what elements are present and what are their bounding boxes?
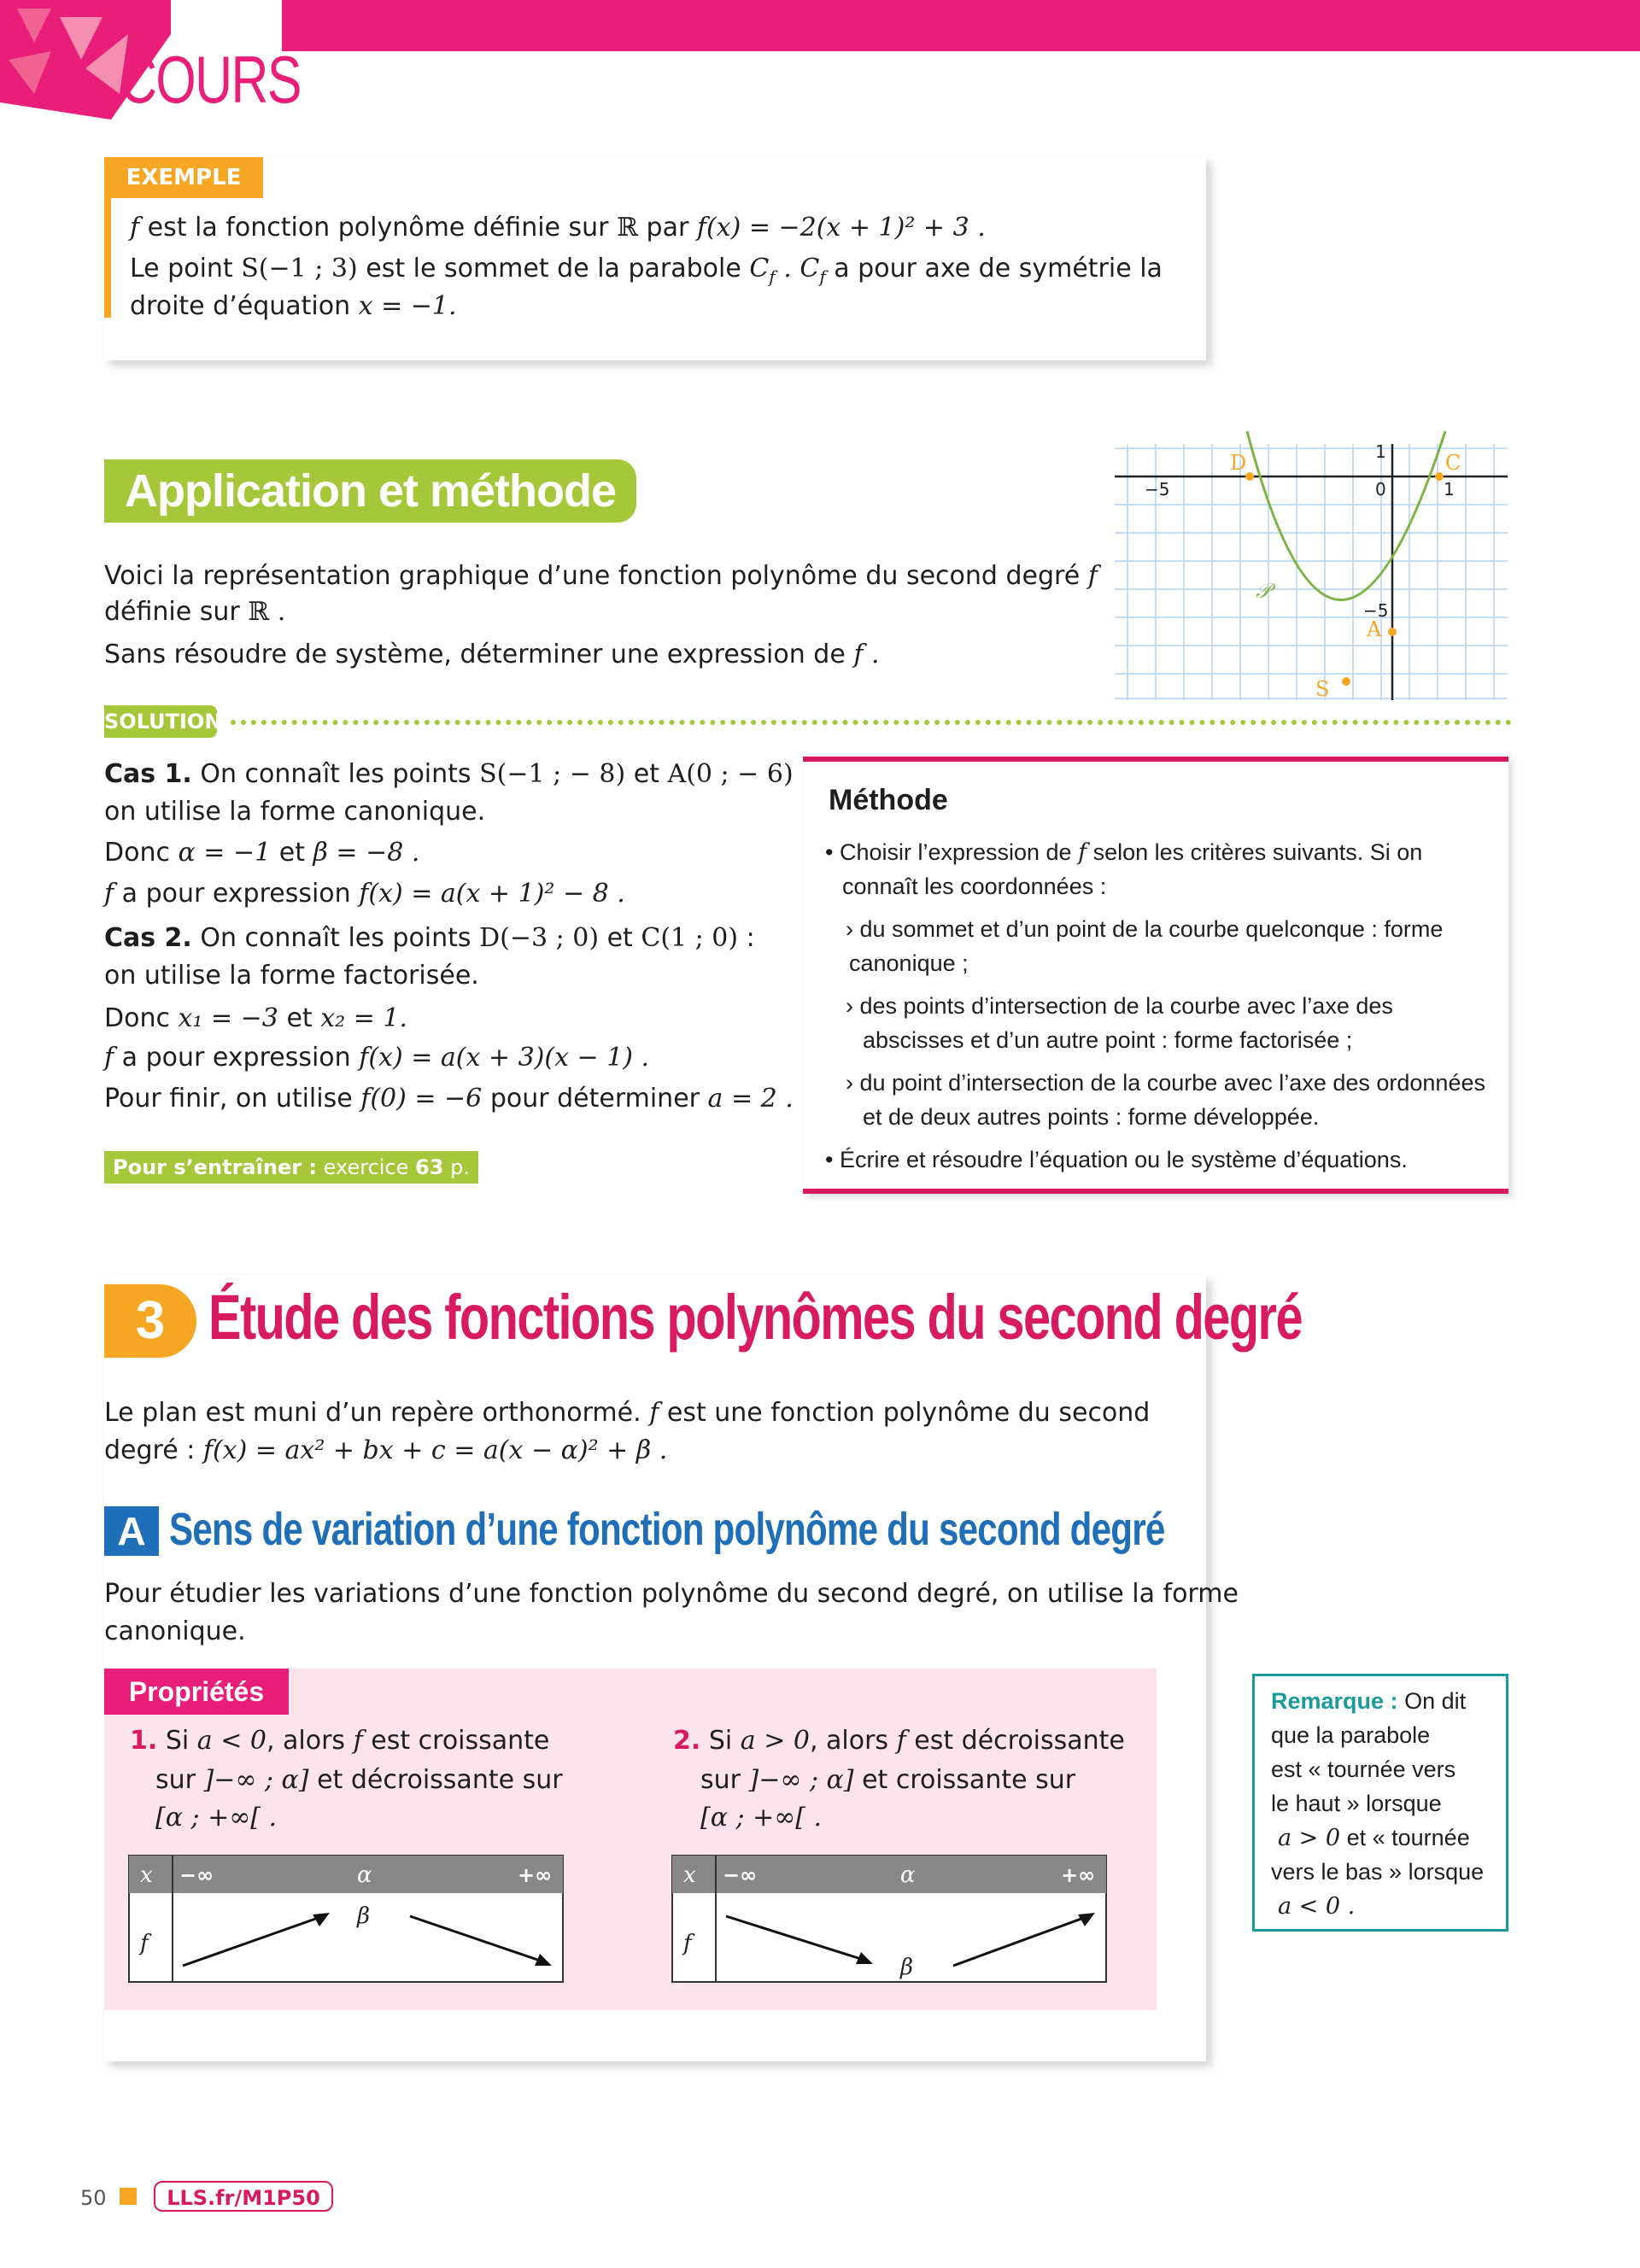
methode-title: Méthode: [829, 784, 948, 816]
variation-table-1: [128, 1855, 564, 1983]
page-title: COURS: [120, 42, 301, 117]
subsection-A-letter: A: [104, 1506, 159, 1556]
point-D: [1245, 472, 1254, 481]
remarque-line-2: que la parabole: [1271, 1722, 1431, 1748]
table-x-label: x: [140, 1862, 153, 1888]
text: Sans résoudre de système, déterminer une expression de: [104, 640, 846, 669]
table-plus-infinity: +∞: [518, 1863, 553, 1887]
math-beta: β = −8 .: [313, 838, 420, 868]
math-R: ℝ: [617, 213, 638, 243]
text: On connaît les points: [200, 923, 472, 953]
subsection-A-paragraph-1: Pour étudier les variations d’une fonction polynôme du second degré, on utilise la forme: [104, 1579, 1239, 1609]
tick-x-0: 0: [1375, 479, 1386, 500]
variation-table-2: [671, 1855, 1107, 1983]
text: Si: [165, 1726, 190, 1756]
math-sub: f: [769, 266, 776, 287]
example-accent-bar: [104, 198, 111, 318]
tick-y-neg5: −5: [1363, 600, 1389, 621]
methode-sub-2b: abscisses et d’un autre point : forme factorisée ;: [863, 1027, 1353, 1053]
text: est croissante: [371, 1726, 550, 1756]
parabola-curve: [1247, 431, 1445, 600]
methode-bullet-2: • Écrire et résoudre l’équation ou le système d’équations.: [825, 1147, 1408, 1172]
math-expression: x = −1.: [358, 291, 457, 321]
example-tag: EXEMPLE: [104, 157, 263, 198]
table-minus-infinity: −∞: [723, 1863, 758, 1887]
remarque-line-6: vers le bas » lorsque: [1271, 1859, 1485, 1885]
section-3-number: 3: [104, 1284, 196, 1358]
final-line: [104, 1079, 794, 1119]
math-condition: a > 0: [1278, 1825, 1341, 1851]
math-sub: f: [819, 266, 826, 287]
text: et: [606, 923, 633, 953]
cas2-line-2: on utilise la forme factorisée.: [104, 961, 479, 991]
text: et: [278, 838, 305, 868]
text: est la fonction polynôme définie sur: [147, 213, 609, 243]
case-label: Cas 2.: [104, 923, 192, 953]
application-paragraph-2: [104, 593, 285, 632]
text: Le plan est muni d’un repère orthonormé.: [104, 1398, 641, 1428]
application-paragraph-3: [104, 635, 880, 675]
text: Donc: [104, 838, 170, 868]
tick-y-1: 1: [1375, 441, 1386, 462]
text: Pour finir, on utilise: [104, 1084, 353, 1114]
remarque-line-4: le haut » lorsque: [1271, 1791, 1442, 1816]
math-condition: a < 0 .: [1278, 1893, 1356, 1920]
math-expression: f(x) = a(x + 3)(x − 1) .: [359, 1043, 650, 1073]
text: définie sur: [104, 597, 240, 627]
math-point: C(1 ; 0): [641, 923, 739, 953]
text: Voici la représentation graphique d’une fonction polynôme du second degré: [104, 561, 1081, 591]
math-f: f: [130, 213, 140, 243]
example-line-3: [130, 287, 457, 326]
math-interval: [α ; +∞[ .: [155, 1803, 278, 1833]
math-condition: a > 0: [740, 1726, 810, 1756]
propriete-1-line-2: [155, 1761, 563, 1800]
training-link[interactable]: [104, 1151, 478, 1212]
point-C: [1435, 472, 1444, 481]
text: a pour expression: [121, 879, 351, 909]
section-3-paragraph-2: [104, 1431, 667, 1470]
math-R: ℝ .: [248, 597, 286, 627]
text: On connaît les points: [200, 759, 472, 789]
label-D: D: [1230, 451, 1247, 475]
text: est décroissante: [914, 1726, 1125, 1756]
math-C: C: [749, 254, 770, 284]
math-interval: [α ; +∞[ .: [700, 1803, 823, 1833]
text: et « tournée: [1346, 1825, 1470, 1850]
point-S: [1342, 677, 1350, 686]
text: et croissante sur: [862, 1765, 1076, 1795]
label-A: A: [1367, 617, 1382, 641]
propriete-2-line-1: [673, 1721, 1125, 1761]
text: , alors: [266, 1726, 346, 1756]
section-3-paragraph-1: [104, 1394, 1150, 1433]
methode-sub-1a: › du sommet et d’un point de la courbe quelconque : forme: [846, 916, 1444, 942]
methode-sub-3b: et de deux autres points : forme développée.: [863, 1104, 1320, 1130]
property-number: 1.: [130, 1726, 158, 1756]
text: , alors: [809, 1726, 889, 1756]
footer-link[interactable]: LLS.fr/M1P50: [154, 2181, 333, 2212]
text: et décroissante sur: [317, 1765, 563, 1795]
math-alpha: α = −1: [178, 838, 272, 868]
remarque-line-7: [1278, 1889, 1355, 1924]
math-f: f: [104, 879, 114, 909]
math-interval: ]−∞ ; α]: [748, 1765, 854, 1795]
propriete-1-line-1: [130, 1721, 549, 1761]
text: exercice: [323, 1155, 409, 1179]
tick-x-neg5: −5: [1145, 479, 1170, 500]
exercise-number: 63: [415, 1155, 444, 1179]
text: :: [746, 923, 755, 953]
label-P: 𝒫: [1256, 579, 1271, 603]
footer-square: [120, 2188, 137, 2205]
section-3-title: Étude des fonctions polynômes du second degré: [208, 1282, 1302, 1353]
application-paragraph-1: [104, 557, 1098, 596]
text: selon les critères suivants. Si on: [1092, 839, 1423, 865]
math-f: f: [353, 1726, 363, 1756]
cas1-line-1: [104, 755, 810, 794]
text: • Choisir l’expression de: [825, 839, 1072, 865]
math-condition: a < 0: [196, 1726, 266, 1756]
methode-bullet-1-cont: connaît les coordonnées :: [842, 874, 1107, 899]
cas1-line-4: [104, 874, 625, 914]
text: par: [646, 213, 689, 243]
example-line-1: [130, 208, 986, 248]
page-number: 50: [80, 2186, 107, 2210]
table-alpha: α: [900, 1862, 916, 1888]
text: pour déterminer: [489, 1084, 700, 1114]
cas2-line-3: [104, 999, 407, 1038]
label-S: S: [1315, 677, 1330, 701]
table-beta: β: [900, 1955, 914, 1980]
math-f: f: [896, 1726, 906, 1756]
math-point: S(−1 ; 3): [241, 254, 358, 284]
cas2-line-1: [104, 919, 755, 958]
propriete-2-line-2: [700, 1761, 1075, 1800]
remarque-label: Remarque :: [1271, 1688, 1398, 1714]
proprietes-tag: Propriétés: [104, 1669, 289, 1715]
text: On dit: [1404, 1688, 1467, 1714]
case-label: Cas 1.: [104, 759, 192, 789]
math-f: f: [649, 1398, 659, 1428]
page-ref: p. 62: [113, 1155, 470, 1212]
math-x2: x₂ = 1.: [320, 1003, 408, 1033]
propriete-2-line-3: [700, 1798, 822, 1838]
cas1-line-2: on utilise la forme canonique.: [104, 797, 486, 827]
point-A: [1388, 628, 1397, 636]
math-f: f .: [853, 640, 880, 669]
methode-sub-2a: › des points d’intersection de la courbe avec l’axe des: [846, 993, 1393, 1019]
text: Le point: [130, 254, 233, 284]
section-title-application: Application et méthode: [104, 459, 636, 523]
remarque-line-5: [1278, 1821, 1470, 1856]
text: sur: [155, 1765, 196, 1795]
text: droite d’équation: [130, 291, 351, 321]
subsection-A-title: Sens de variation d’une fonction polynôme du second degré: [169, 1504, 1165, 1555]
math-point: S(−1 ; − 8): [479, 759, 626, 789]
methode-sub-1b: canonique ;: [849, 950, 969, 976]
cas1-line-3: [104, 833, 419, 873]
text: et: [633, 759, 659, 789]
cas2-line-4: [104, 1038, 649, 1078]
math-expression: f(x) = −2(x + 1)² + 3 .: [696, 213, 986, 243]
math-point: D(−3 ; 0): [479, 923, 600, 953]
text: est le sommet de la parabole: [366, 254, 741, 284]
math-expression: f(x) = a(x + 1)² − 8 .: [359, 879, 625, 909]
example-line-2: Le point S(−1 ; 3) est le sommet de la parabole $C_f$ . $C_f$ a pour axe de symétrie la: [130, 254, 1163, 287]
text: Donc: [104, 1003, 170, 1033]
math-C: C: [800, 254, 820, 284]
text: et: [286, 1003, 313, 1033]
math-interval: ]−∞ ; α]: [203, 1765, 309, 1795]
methode-bullet-1: [825, 835, 1422, 870]
methode-sub-3a: › du point d’intersection de la courbe avec l’axe des ordonnées: [846, 1070, 1485, 1096]
text: degré :: [104, 1435, 196, 1465]
table-alpha: α: [357, 1862, 372, 1888]
table-plus-infinity: +∞: [1061, 1863, 1096, 1887]
text: a pour expression: [121, 1043, 351, 1073]
solution-divider: [231, 720, 1512, 725]
table-f-label: f: [140, 1931, 149, 1956]
label-C: C: [1445, 451, 1461, 475]
subsection-A-paragraph-2: canonique.: [104, 1616, 246, 1646]
remarque-line-1: [1271, 1684, 1466, 1718]
header-bar: [282, 0, 1640, 51]
remarque-line-3: est « tournée vers: [1271, 1757, 1456, 1782]
math-expression: f(x) = ax² + bx + c = a(x − α)² + β .: [202, 1435, 668, 1465]
parabola-graph: [1110, 427, 1512, 709]
training-label: Pour s’entraîner :: [113, 1155, 318, 1179]
propriete-1-line-3: [155, 1798, 277, 1838]
tick-x-1: 1: [1444, 479, 1455, 500]
math-x1: x₁ = −3: [178, 1003, 278, 1033]
text: sur: [700, 1765, 741, 1795]
table-x-label: x: [683, 1862, 696, 1888]
table-beta: β: [357, 1903, 371, 1929]
solution-tag: SOLUTION: [104, 705, 217, 738]
math-point: A(0 ; − 6): [667, 759, 794, 789]
text: est une fonction polynôme du second: [666, 1398, 1151, 1428]
text: Si: [708, 1726, 733, 1756]
property-number: 2.: [673, 1726, 701, 1756]
table-minus-infinity: −∞: [179, 1863, 214, 1887]
table-f-label: f: [683, 1931, 692, 1956]
math-f: f: [1078, 839, 1087, 866]
text: a pour axe de symétrie la: [834, 254, 1163, 284]
math-a: a = 2 .: [707, 1084, 794, 1114]
math-f: f: [1087, 561, 1098, 591]
math-expression: f(0) = −6: [360, 1084, 483, 1114]
math-f: f: [104, 1043, 114, 1073]
